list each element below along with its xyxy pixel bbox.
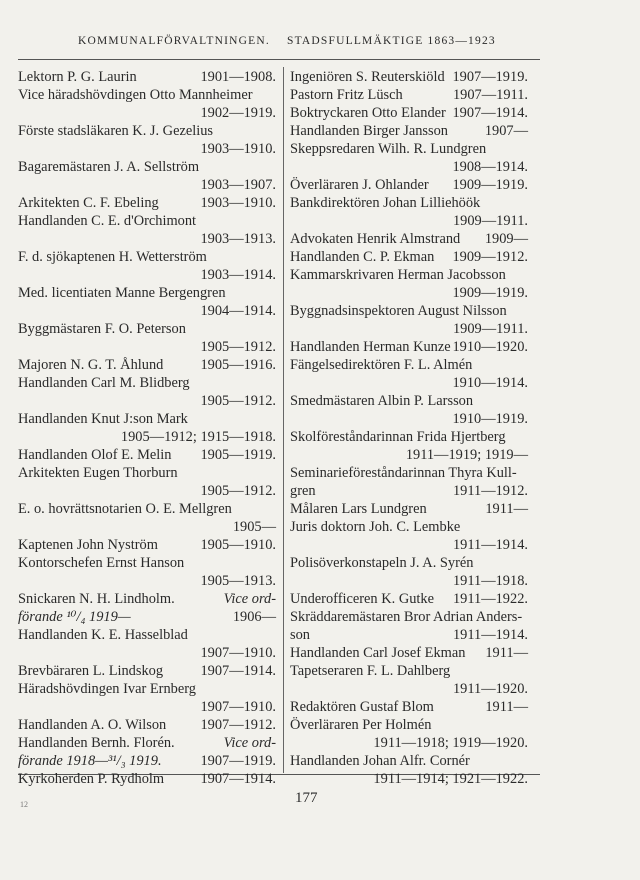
- entry-years: 1911—1919; 1919—: [405, 447, 528, 463]
- entry-line: [18, 626, 276, 644]
- entry-line: [290, 176, 528, 194]
- entry-years: Vice ord-: [223, 735, 276, 751]
- entry-years: 1907—1911.: [452, 87, 528, 103]
- entry-line: [290, 536, 528, 554]
- entry-name: Handlanden Carl M. Blidberg: [18, 375, 190, 391]
- entry-line: [18, 482, 276, 500]
- entry-line: [290, 410, 528, 428]
- entry-name: Häradshövdingen Ivar Ernberg: [18, 681, 196, 697]
- entry-name: förande 1918—³¹/₃ 1919.: [18, 753, 162, 769]
- right-column: [290, 68, 528, 788]
- entry-years: 1909—1911.: [452, 213, 528, 229]
- entry-years: 1911—1914.: [452, 537, 528, 553]
- entry-line: [18, 518, 276, 536]
- entry-line: [290, 428, 528, 446]
- entry-name: Handlanden Herman Kunze: [290, 339, 451, 355]
- entry-line: [290, 284, 528, 302]
- entry-name: Byggnadsinspektoren August Nilsson: [290, 303, 507, 319]
- entry-name: förande ¹⁰/₄ 1919—: [18, 609, 131, 625]
- entry-line: [290, 770, 528, 788]
- entry-line: [18, 68, 276, 86]
- entry-line: [18, 140, 276, 158]
- entry-line: [290, 752, 528, 770]
- entry-name: Skräddaremästaren Bror Adrian Anders-: [290, 609, 523, 625]
- entry-line: [290, 464, 528, 482]
- entry-line: [290, 482, 528, 500]
- entry-line: [290, 626, 528, 644]
- entry-name: Handlanden Knut J:son Mark: [18, 411, 188, 427]
- entry-line: [18, 302, 276, 320]
- entry-years: 1902—1919.: [200, 105, 276, 121]
- entry-years: 1907—1919.: [200, 753, 276, 769]
- entry-line: [290, 572, 528, 590]
- entry-line: [290, 374, 528, 392]
- entry-line: [18, 716, 276, 734]
- entry-line: [18, 338, 276, 356]
- entry-line: [18, 572, 276, 590]
- entry-line: [18, 230, 276, 248]
- entry-line: [18, 662, 276, 680]
- entry-line: [290, 518, 528, 536]
- entry-years: 1903—1914.: [200, 267, 276, 283]
- entry-years: 1905—1910.: [200, 537, 276, 553]
- entry-years: 1911—: [485, 501, 528, 517]
- entry-line: [18, 464, 276, 482]
- entry-line: [18, 608, 276, 626]
- entry-line: [290, 644, 528, 662]
- entry-line: [18, 698, 276, 716]
- entry-name: Redaktören Gustaf Blom: [290, 699, 434, 715]
- entry-name: Kyrkoherden P. Rydholm: [18, 771, 165, 787]
- entry-years: 1905—: [232, 519, 276, 535]
- entry-line: [18, 770, 276, 788]
- entry-years: 1907—1914.: [200, 771, 276, 787]
- entry-years: 1911—1922.: [452, 591, 528, 607]
- header-left: KOMMUNALFÖRVALTNINGEN.: [78, 35, 270, 47]
- entry-line: [290, 104, 528, 122]
- entry-name: Advokaten Henrik Almstrand: [290, 231, 461, 247]
- entry-line: [18, 374, 276, 392]
- entry-name: son: [290, 627, 310, 643]
- entry-line: [290, 392, 528, 410]
- entry-line: [18, 392, 276, 410]
- entry-name: Boktryckaren Otto Elander: [290, 105, 446, 121]
- entry-line: [290, 608, 528, 626]
- entry-years: 1903—1907.: [200, 177, 276, 193]
- entry-line: [18, 680, 276, 698]
- entry-years: 1908—1914.: [452, 159, 528, 175]
- entry-name: Fängelsedirektören F. L. Almén: [290, 357, 473, 373]
- entry-line: [18, 320, 276, 338]
- signature-mark: 12: [20, 800, 28, 809]
- entry-name: Snickaren N. H. Lindholm.: [18, 591, 175, 607]
- entry-line: [290, 680, 528, 698]
- entry-line: [290, 68, 528, 86]
- entry-name: Förste stadsläkaren K. J. Gezelius: [18, 123, 214, 139]
- entry-line: [290, 266, 528, 284]
- entry-years: 1901—1908.: [200, 69, 276, 85]
- entry-line: [290, 122, 528, 140]
- entry-years: 1909—1919.: [452, 285, 528, 301]
- entry-name: Pastorn Fritz Lüsch: [290, 87, 403, 103]
- header-rule: [18, 59, 540, 60]
- entry-line: [18, 104, 276, 122]
- entry-line: [290, 140, 528, 158]
- entry-line: [290, 716, 528, 734]
- entry-name: Kontorschefen Ernst Hanson: [18, 555, 185, 571]
- entry-years: 1907—1914.: [452, 105, 528, 121]
- entry-name: Skolföreståndarinnan Frida Hjertberg: [290, 429, 506, 445]
- entry-name: Handlanden K. E. Hasselblad: [18, 627, 188, 643]
- entry-name: Överläraren J. Ohlander: [290, 177, 429, 193]
- entry-years: 1903—1910.: [200, 141, 276, 157]
- entry-line: [290, 446, 528, 464]
- entry-line: [18, 446, 276, 464]
- entry-line: [18, 590, 276, 608]
- entry-years: 1905—1913.: [200, 573, 276, 589]
- entry-line: [18, 410, 276, 428]
- entry-line: [18, 734, 276, 752]
- entry-years: 1911—1914; 1921—1922.: [373, 771, 528, 787]
- entry-line: [290, 338, 528, 356]
- entry-name: Målaren Lars Lundgren: [290, 501, 427, 517]
- entry-name: Arkitekten Eugen Thorburn: [18, 465, 178, 481]
- entry-line: [290, 698, 528, 716]
- entry-line: [18, 500, 276, 518]
- entry-line: [290, 302, 528, 320]
- entry-years: 1905—1919.: [200, 447, 276, 463]
- entry-name: F. d. sjökaptenen H. Wetterström: [18, 249, 207, 265]
- entry-name: Juris doktorn Joh. C. Lembke: [290, 519, 461, 535]
- entry-name: Bankdirektören Johan Lilliehöök: [290, 195, 481, 211]
- entry-years: 1911—1920.: [452, 681, 528, 697]
- header-right: STADSFULLMÄKTIGE 1863—1923: [287, 35, 496, 47]
- entry-name: Handlanden A. O. Wilson: [18, 717, 167, 733]
- entry-line: [290, 734, 528, 752]
- entry-years: 1905—1912.: [200, 483, 276, 499]
- entry-name: Bagaremästaren J. A. Sellström: [18, 159, 200, 175]
- entry-name: Handlanden Birger Jansson: [290, 123, 449, 139]
- entry-name: Ingeniören S. Reuterskiöld: [290, 69, 445, 85]
- entry-years: 1911—1918.: [452, 573, 528, 589]
- entry-years: 1907—: [484, 123, 528, 139]
- entry-years: 1907—1919.: [452, 69, 528, 85]
- entry-line: [18, 194, 276, 212]
- entry-name: Lektorn P. G. Laurin: [18, 69, 137, 85]
- entry-years: 1911—1918; 1919—1920.: [373, 735, 528, 751]
- entry-years: 1910—1920.: [452, 339, 528, 355]
- entry-line: [18, 212, 276, 230]
- entry-name: Brevbäraren L. Lindskog: [18, 663, 164, 679]
- entry-name: Majoren N. G. T. Åhlund: [18, 357, 164, 373]
- entry-name: Kammarskrivaren Herman Jacobsson: [290, 267, 506, 283]
- column-divider: [283, 67, 284, 773]
- entry-years: 1907—1910.: [200, 699, 276, 715]
- entry-line: [290, 590, 528, 608]
- entry-name: Smedmästaren Albin P. Larsson: [290, 393, 474, 409]
- entry-name: Vice häradshövdingen Otto Mannheimer: [18, 87, 253, 103]
- entry-line: [18, 158, 276, 176]
- entry-name: Överläraren Per Holmén: [290, 717, 432, 733]
- entry-line: [18, 122, 276, 140]
- entry-years: 1909—1912.: [452, 249, 528, 265]
- entry-name: Med. licentiaten Manne Bergengren: [18, 285, 226, 301]
- entry-name: Handlanden Carl Josef Ekman: [290, 645, 466, 661]
- entry-name: Byggmästaren F. O. Peterson: [18, 321, 186, 337]
- entry-line: [290, 158, 528, 176]
- entry-line: [18, 428, 276, 446]
- entry-years: 1904—1914.: [200, 303, 276, 319]
- entry-years: 1910—1914.: [452, 375, 528, 391]
- entry-line: [290, 320, 528, 338]
- entry-line: [18, 248, 276, 266]
- entry-years: 1909—: [484, 231, 528, 247]
- entry-years: 1909—1911.: [452, 321, 528, 337]
- entry-name: Handlanden Johan Alfr. Cornér: [290, 753, 470, 769]
- entry-line: [290, 248, 528, 266]
- entry-years: 1909—1919.: [452, 177, 528, 193]
- entry-name: gren: [290, 483, 316, 499]
- entry-years: 1905—1912.: [200, 339, 276, 355]
- entry-line: [290, 194, 528, 212]
- entry-years: 1903—1910.: [200, 195, 276, 211]
- entry-name: Handlanden Olof E. Melin: [18, 447, 172, 463]
- entry-years: 1911—: [485, 645, 528, 661]
- entry-years: 1905—1912; 1915—1918.: [120, 429, 276, 445]
- entry-years: 1911—: [485, 699, 528, 715]
- entry-years: 1911—1914.: [452, 627, 528, 643]
- entry-name: Seminarieföreståndarinnan Thyra Kull-: [290, 465, 517, 481]
- entry-name: Handlanden C. E. d'Orchimont: [18, 213, 197, 229]
- entry-name: Underofficeren K. Gutke: [290, 591, 434, 607]
- entry-name: Handlanden Bernh. Florén.: [18, 735, 175, 751]
- entry-name: Polisöverkonstapeln J. A. Syrén: [290, 555, 474, 571]
- entry-line: [18, 356, 276, 374]
- left-column: [18, 68, 276, 788]
- entry-line: [18, 176, 276, 194]
- entry-name: E. o. hovrättsnotarien O. E. Mellgren: [18, 501, 232, 517]
- entry-years: 1910—1919.: [452, 411, 528, 427]
- entry-name: Skeppsredaren Wilh. R. Lundgren: [290, 141, 487, 157]
- entry-name: Handlanden C. P. Ekman: [290, 249, 435, 265]
- entry-line: [290, 230, 528, 248]
- entry-line: [290, 662, 528, 680]
- entry-line: [18, 266, 276, 284]
- entry-name: Kaptenen John Nyström: [18, 537, 158, 553]
- entry-years: 1905—1912.: [200, 393, 276, 409]
- entry-name: Tapetseraren F. L. Dahlberg: [290, 663, 451, 679]
- entry-years: Vice ord-: [223, 591, 276, 607]
- entry-name: Arkitekten C. F. Ebeling: [18, 195, 159, 211]
- page-number: 177: [295, 790, 318, 806]
- entry-years: 1907—1912.: [200, 717, 276, 733]
- entry-years: 1906—: [232, 609, 276, 625]
- entry-years: 1907—1914.: [200, 663, 276, 679]
- entry-line: [18, 554, 276, 572]
- entry-years: 1905—1916.: [200, 357, 276, 373]
- entry-line: [290, 212, 528, 230]
- entry-line: [290, 554, 528, 572]
- entry-line: [18, 752, 276, 770]
- entry-line: [290, 500, 528, 518]
- entry-years: 1907—1910.: [200, 645, 276, 661]
- entry-years: 1911—1912.: [452, 483, 528, 499]
- entry-line: [290, 356, 528, 374]
- entry-line: [18, 536, 276, 554]
- entry-line: [18, 284, 276, 302]
- entry-line: [18, 86, 276, 104]
- entry-line: [290, 86, 528, 104]
- entry-years: 1903—1913.: [200, 231, 276, 247]
- entry-line: [18, 644, 276, 662]
